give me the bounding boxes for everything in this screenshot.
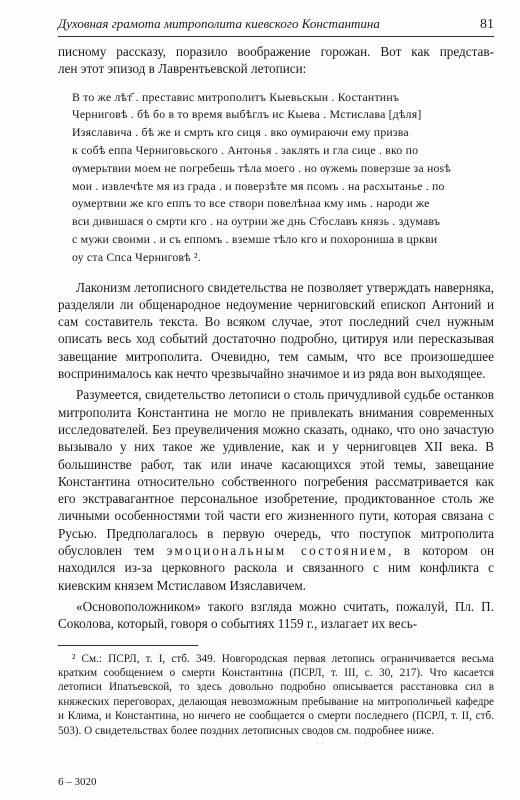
quote-line: оу ста Спса Черниговѣ ². (72, 249, 201, 264)
quote-line: оумертвии же кго еппъ то все створи повелѣнаа кму имь . народи же (72, 196, 430, 211)
quote-line: мои . извлечѣте мя из града . и поверзѣте мя псомъ . на расхытанье . по (72, 178, 445, 193)
body-paragraph: Лаконизм летописного свидетельства не позволяет утверждать наверняка, разделяли ли общенародное недоумение черниговский епископ Антоний и сам составитель текста. Во всяком случае, этот последний счел нужным описать весь ход событий достаточно подробно, цитируя или пересказывая завещание митрополита. Очевидно, тем самым, что все произошедшее воспринималось как нечто чрезвычайно значимое и из ряда вон выходящее. (58, 279, 494, 382)
chronicle-quote (58, 89, 494, 267)
body-paragraph (58, 386, 494, 594)
quote-line: ѹмерьтвии моем не погребешь тѣла моего . но ѹжемь поверзше за ноѕѣ (72, 160, 451, 175)
quote-line: с мужи своими . и съ еппомъ . вземше тѣло кго и похорониша в цркви (72, 231, 438, 246)
quote-line: к собѣ еппа Черниговьского . Антонья . заклять и гла сице . вко по (72, 142, 419, 157)
page-number: 81 (480, 17, 494, 32)
lead-paragraph (58, 43, 494, 78)
lead-line: писному рассказу, поразило воображение горожан. Вот как представ- (58, 44, 494, 59)
running-title: Духовная грамота митрополита киевского Константина (58, 16, 380, 31)
quote-line: В то же лѣт҃ . преставис митрополитъ Кыевьскыи . Костантинъ (72, 89, 400, 104)
footnote-divider (58, 645, 198, 646)
body-paragraph: «Основоположником» такого взгляда можно считать, пожалуй, Пл. П. Соколова, который, говоря о событиях 1159 г., излагает их весь- (58, 598, 494, 632)
spaced-emphasis: эмоциональным состоянием (166, 543, 388, 559)
paragraph-text: Разумеется, свидетельство летописи о столь причудливой судьбе останков митрополита Константина не могло не привлекать внимания современных исследователей. Без преувеличения можно сказать, однако, что оно зачастую вызывало у них такое же удивление, как и у черниговцев XII века. В большинстве работ, так или иначе касающихся этой темы, завещание Константина относительно собственного погребения рассматривается как его экстравагантное персональное изобретение, продиктованное столь же личными особенностями той части его жизненного пути, которая связана с Русью. Предполагалось в первую очередь, что поступок митрополита обусловлен тем (58, 387, 494, 559)
footnote: ² См.: ПСРЛ, т. I, стб. 349. Новгородская первая летопись ограничивается весьма кратким сообщением о смерти Константина (ПСРЛ, т. III, с. 30, 217). Что касается летописи Ипатьевской, то здесь довольно подробно описывается расстановка сил в княжеских переговорах, делающая невозможным пребывание на митрополичьей кафедре и Клима, и Константина, но ничего не сообщается о смерти последнего (ПСРЛ, т. II, стб. 503). О свидетельствах более поздних летописных сводов см. подробнее ниже. (58, 652, 494, 737)
quote-line: вси дивишася о смрти кго . на оутрии же днь Ст҃ославъ князь . здумавъ (72, 214, 441, 229)
running-header (58, 16, 494, 37)
quote-line: Изяславича . бѣ же и смрть кго сиця . вко ѹмираючи ему призва (72, 125, 409, 140)
signature-mark: 6 – 3020 (58, 776, 97, 788)
paragraph-text: , в котором он находился из-за церковного раскола и связанного с ним конфликта с киевским князем Мстиславом Изяславичем. (58, 543, 494, 593)
lead-line: лен этот эпизод в Лаврентьевской летописи: (58, 61, 307, 77)
quote-line: Черниговѣ . бѣ бо в то время выбѣглъ ис Кыева . Мстислава [дѣля] (72, 107, 422, 122)
